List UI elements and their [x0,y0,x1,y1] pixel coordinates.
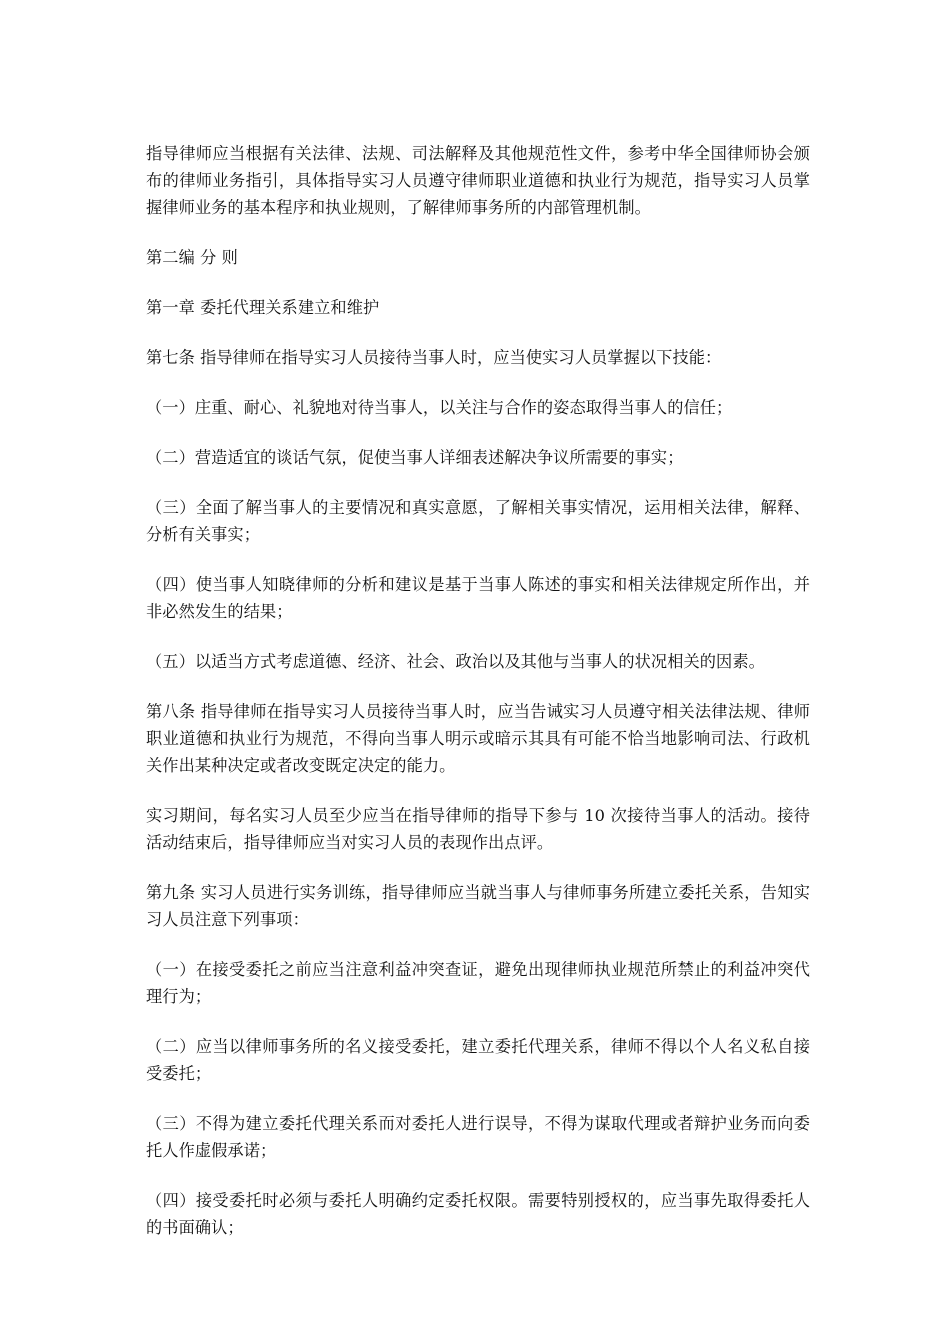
chapter-heading: 第一章 委托代理关系建立和维护 [146,298,380,317]
article-7-item-2: （二）营造适宜的谈话气氛，促使当事人详细表述解决争议所需要的事实； [146,448,684,467]
article-9-item-1: （一）在接受委托之前应当注意利益冲突查证，避免出现律师执业规范所禁止的利益冲突代理行为； [146,960,810,1006]
part-heading: 第二编 分 则 [146,248,238,267]
paragraph-intro: 指导律师应当根据有关法律、法规、司法解释及其他规范性文件，参考中华全国律师协会颁布的律师业务指引，具体指导实习人员遵守律师职业道德和执业行为规范，指导实习人员掌握律师业务的基本程序和执业规则，了解律师事务所的内部管理机制。 [146,144,810,217]
article-7-item-4: （四）使当事人知晓律师的分析和建议是基于当事人陈述的事实和相关法律规定所作出，并非必然发生的结果； [146,575,810,621]
article-9-item-2: （二）应当以律师事务所的名义接受委托，建立委托代理关系，律师不得以个人名义私自接受委托； [146,1037,810,1083]
article-8: 第八条 指导律师在指导实习人员接待当事人时，应当告诫实习人员遵守相关法律法规、律师职业道德和执业行为规范，不得向当事人明示或暗示其具有可能不恰当地影响司法、行政机关作出某种决定或者改变既定决定的能力。 [146,702,810,775]
article-9-item-3: （三）不得为建立委托代理关系而对委托人进行误导，不得为谋取代理或者辩护业务而向委托人作虚假承诺； [146,1114,810,1160]
article-7-item-1: （一）庄重、耐心、礼貌地对待当事人，以关注与合作的姿态取得当事人的信任； [146,398,733,417]
article-7-item-5: （五）以适当方式考虑道德、经济、社会、政治以及其他与当事人的状况相关的因素。 [146,652,765,671]
article-9-item-4: （四）接受委托时必须与委托人明确约定委托权限。需要特别授权的，应当事先取得委托人的书面确认； [146,1191,810,1237]
article-7: 第七条 指导律师在指导实习人员接待当事人时，应当使实习人员掌握以下技能： [146,348,722,367]
article-9: 第九条 实习人员进行实务训练，指导律师应当就当事人与律师事务所建立委托关系，告知实习人员注意下列事项： [146,883,810,929]
document-body [146,140,810,1264]
article-8-note: 实习期间，每名实习人员至少应当在指导律师的指导下参与 10 次接待当事人的活动。接待活动结束后，指导律师应当对实习人员的表现作出点评。 [146,806,810,852]
article-7-item-3: （三）全面了解当事人的主要情况和真实意愿，了解相关事实情况，运用相关法律，解释、分析有关事实； [146,498,810,544]
